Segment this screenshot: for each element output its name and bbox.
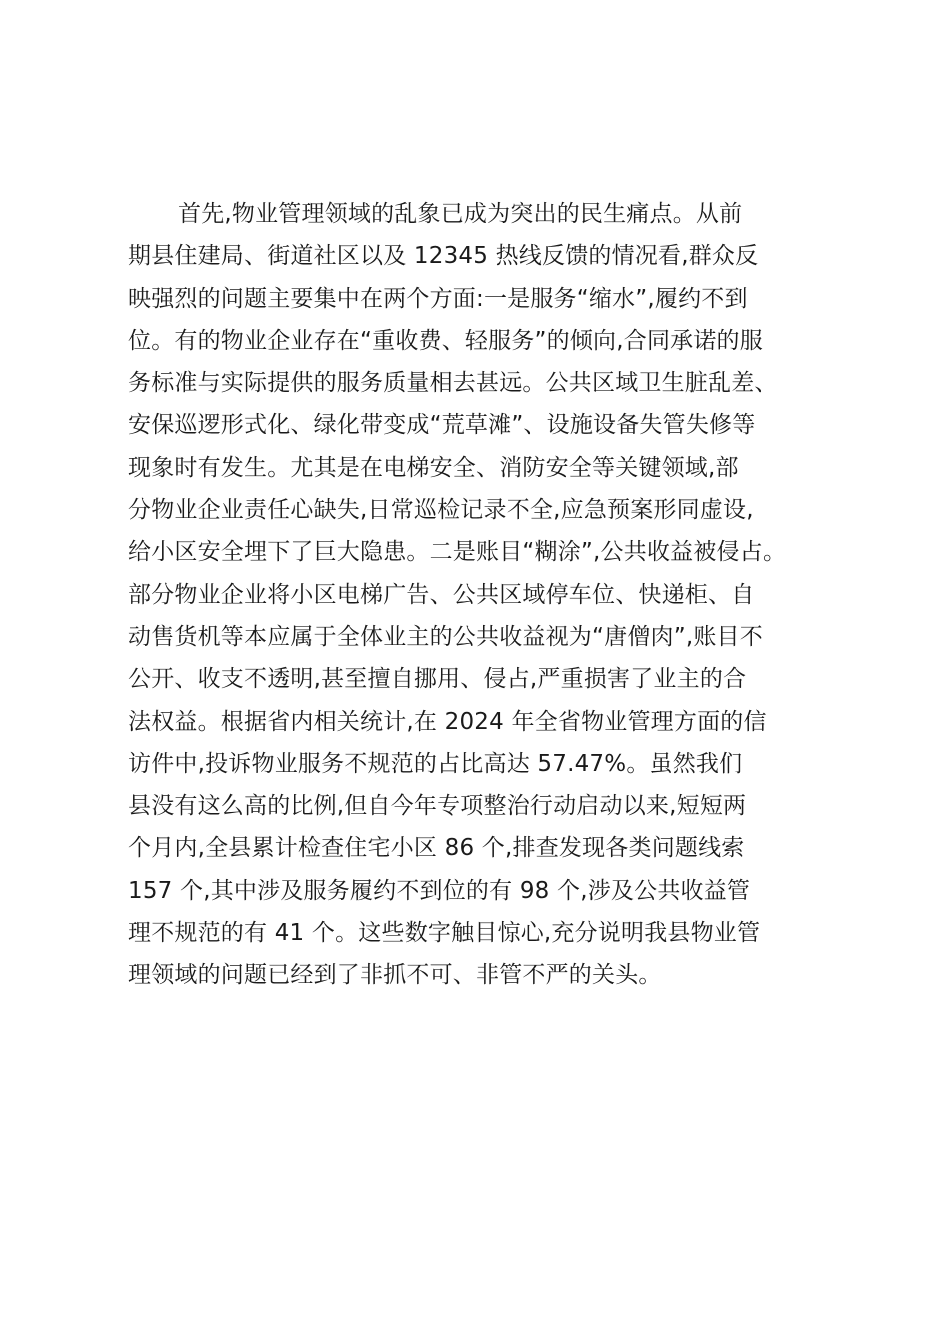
paragraph-line: 映强烈的问题主要集中在两个方面:一是服务“缩水”,履约不到 bbox=[128, 285, 748, 312]
paragraph-line: 理领域的问题已经到了非抓不可、非管不严的关头。 bbox=[128, 962, 662, 989]
paragraph-line: 理不规范的有 41 个。这些数字触目惊心,充分说明我县物业管 bbox=[128, 920, 761, 947]
paragraph-line: 首先,物业管理领域的乱象已成为突出的民生痛点。从前 bbox=[178, 201, 743, 227]
paragraph-line: 公开、收支不透明,甚至擅自挪用、侵占,严重损害了业主的合 bbox=[128, 666, 747, 693]
paragraph-line: 位。有的物业企业存在“重收费、轻服务”的倾向,合同承诺的服 bbox=[128, 327, 763, 354]
paragraph-line: 给小区安全埋下了巨大隐患。二是账目“糊涂”,公共收益被侵占。 bbox=[128, 539, 787, 566]
paragraph-line: 个月内,全县累计检查住宅小区 86 个,排查发现各类问题线索 bbox=[128, 835, 745, 862]
paragraph-line: 157 个,其中涉及服务履约不到位的有 98 个,涉及公共收益管 bbox=[128, 877, 751, 904]
body-paragraph bbox=[128, 193, 848, 997]
paragraph-line: 访件中,投诉物业服务不规范的占比高达 57.47%。虽然我们 bbox=[128, 750, 743, 777]
paragraph-line: 动售货机等本应属于全体业主的公共收益视为“唐僧肉”,账目不 bbox=[128, 623, 763, 650]
paragraph-line: 分物业企业责任心缺失,日常巡检记录不全,应急预案形同虚设, bbox=[128, 497, 754, 524]
paragraph-line: 期县住建局、街道社区以及 12345 热线反馈的情况看,群众反 bbox=[128, 243, 759, 270]
paragraph-line: 现象时有发生。尤其是在电梯安全、消防安全等关键领域,部 bbox=[128, 454, 739, 481]
paragraph-line: 法权益。根据省内相关统计,在 2024 年全省物业管理方面的信 bbox=[128, 708, 767, 735]
paragraph-line: 安保巡逻形式化、绿化带变成“荒草滩”、设施设备失管失修等 bbox=[128, 412, 756, 439]
paragraph-line: 部分物业企业将小区电梯广告、公共区域停车位、快递柜、自 bbox=[128, 581, 755, 608]
paragraph-line: 务标准与实际提供的服务质量相去甚远。公共区域卫生脏乱差、 bbox=[128, 370, 778, 397]
paragraph-line: 县没有这么高的比例,但自今年专项整治行动启动以来,短短两 bbox=[128, 793, 747, 820]
